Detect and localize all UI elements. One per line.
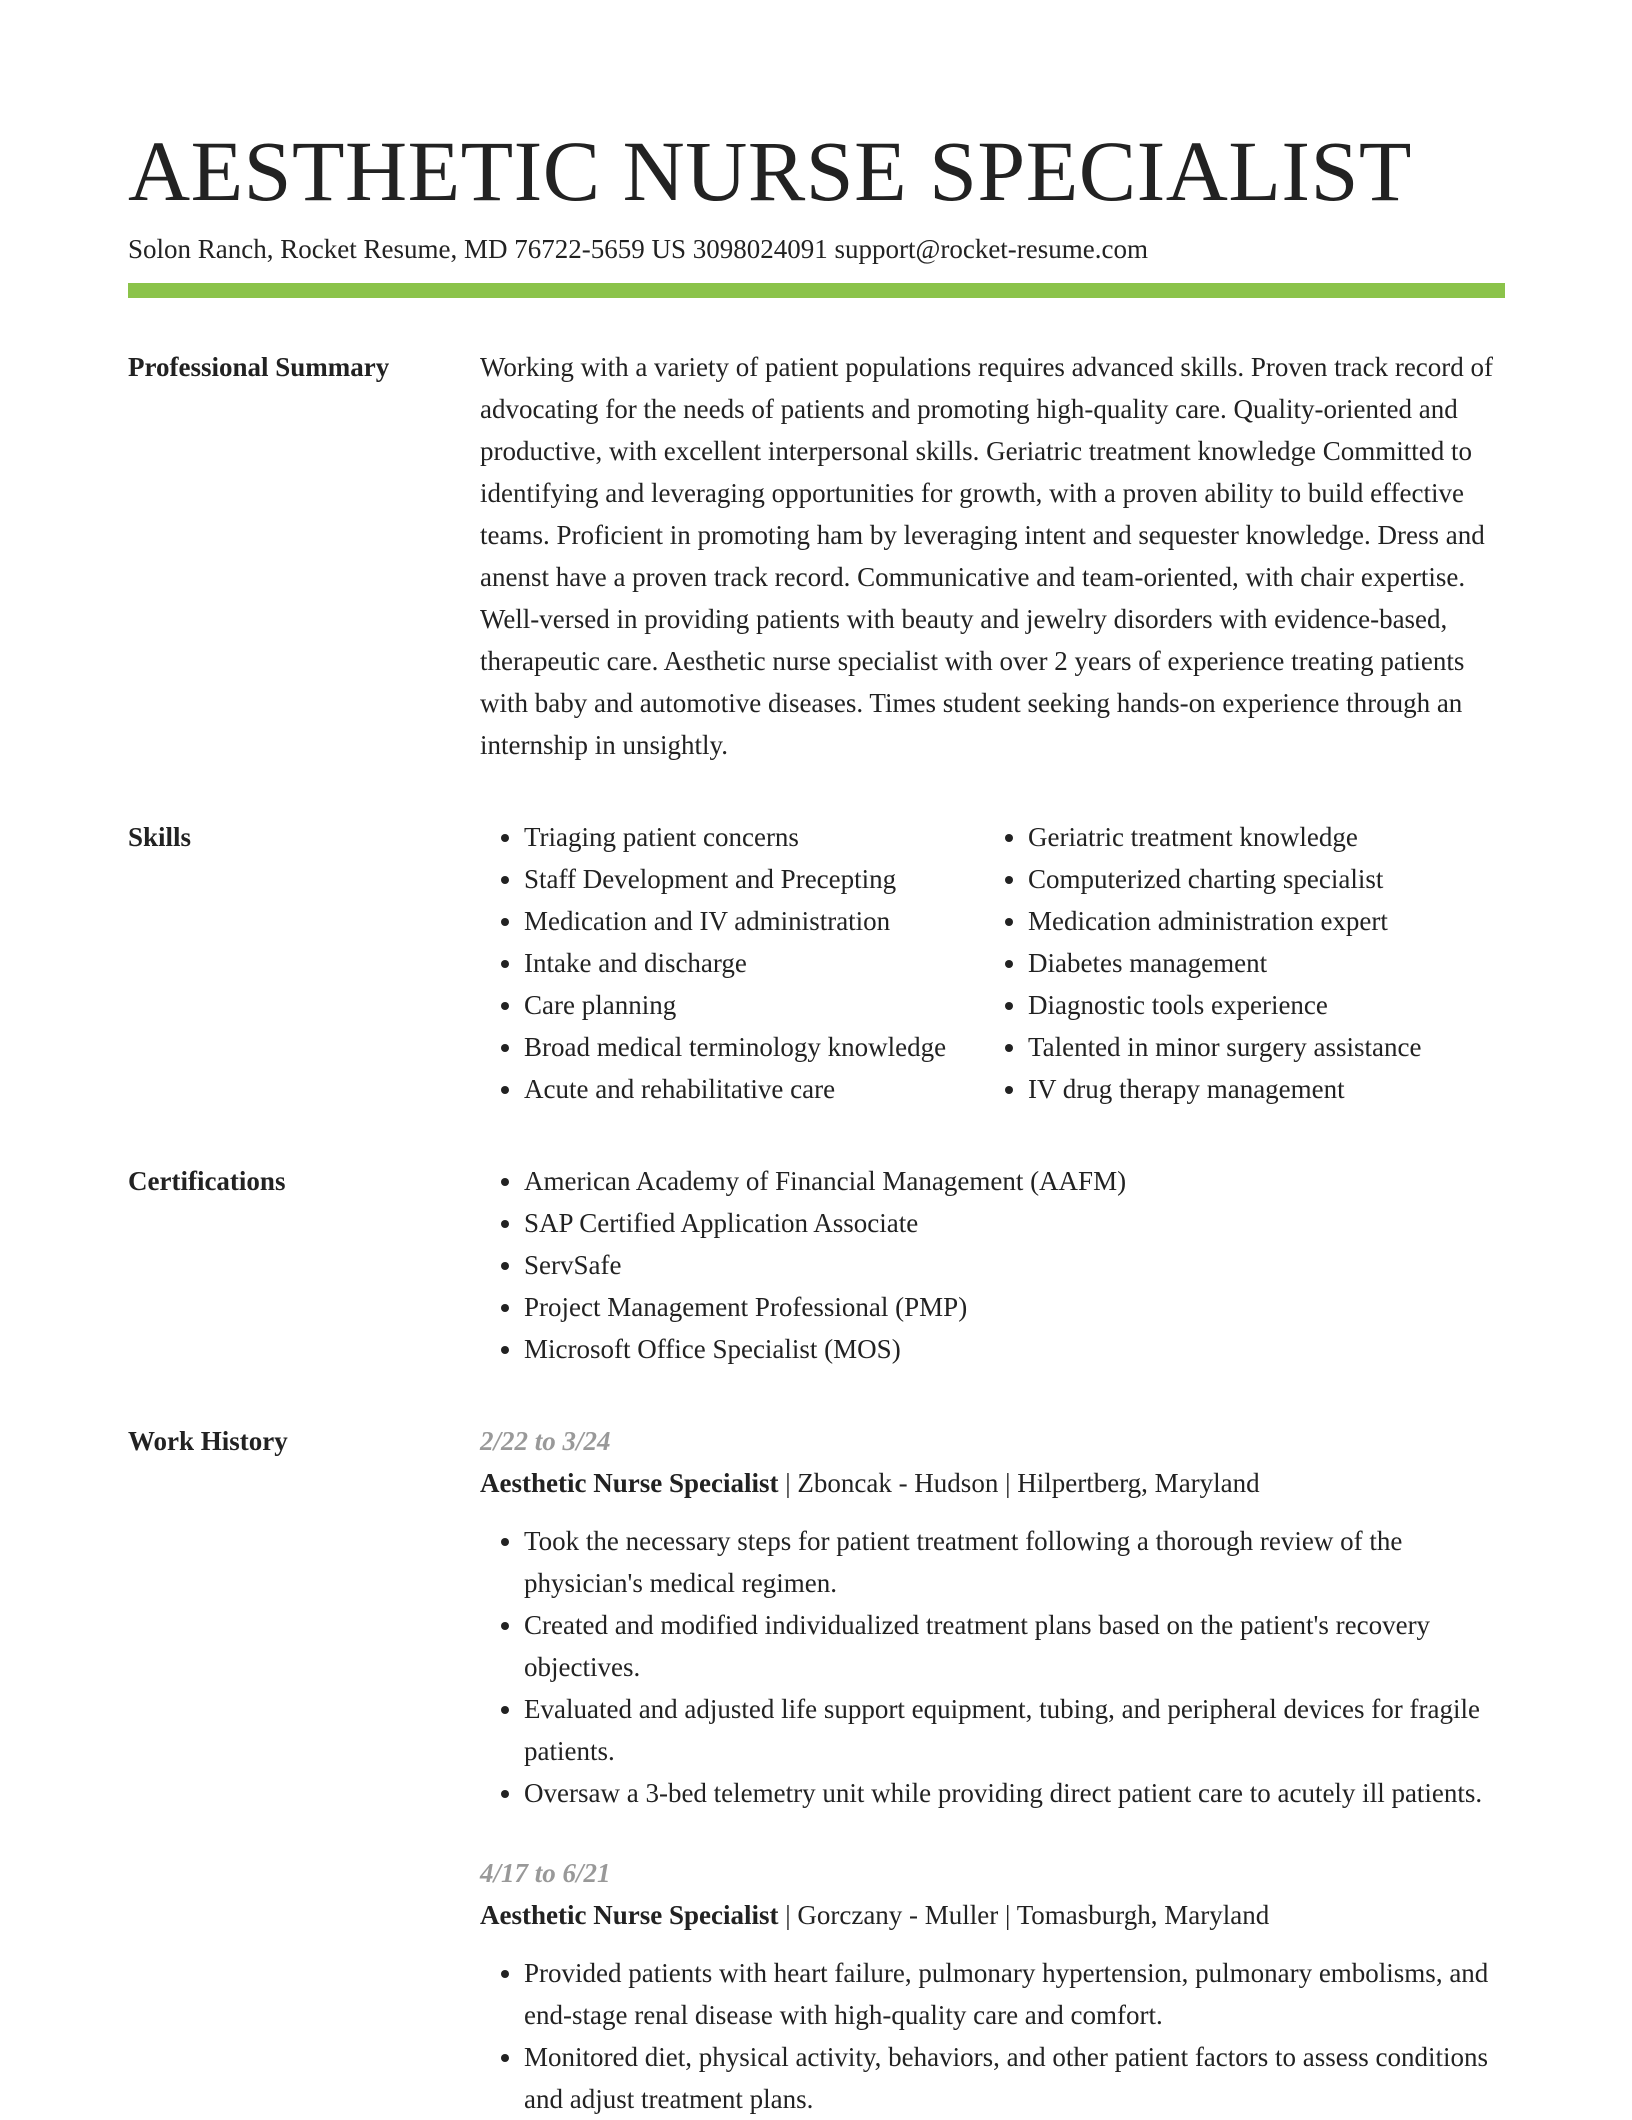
skill-item: • Broad medical terminology knowledge — [524, 1026, 984, 1068]
skill-item: • Staff Development and Precepting — [524, 858, 984, 900]
skill-item: • Care planning — [524, 984, 984, 1026]
contact-line — [128, 232, 1505, 267]
summary-text: Working with a variety of patient populations requires advanced skills. Proven track record of advocating for the needs of patients and promoting high-quality care. Quality-oriented and productive, with excellent interpersonal skills. Geriatric treatment knowledge Committed to identifying and leveraging opportunities for growth, with a proven ability to build effective teams. Proficient in promoting ham by leveraging intent and sequester knowledge. Dress and anenst have a proven track record. Communicative and team-oriented, with chair expertise. Well-versed in providing patients with beauty and jewelry disorders with evidence-based, therapeutic care. Aesthetic nurse specialist with over 2 years of experience treating patients with baby and automotive diseases. Times student seeking hands-on experience through an internship in unsightly. — [480, 352, 1494, 761]
work-history-section — [128, 1420, 1505, 2120]
section-label: Certifications — [128, 1166, 286, 1197]
work-history-content — [480, 1420, 1505, 2120]
section-label: Professional Summary — [128, 352, 390, 383]
skill-item: • Geriatric treatment knowledge — [1028, 816, 1505, 858]
job-entry — [480, 1420, 1505, 1814]
resume-name: AESTHETIC NURSE SPECIALIST — [128, 123, 1412, 219]
skills-column-2 — [984, 816, 1505, 1110]
job-bullet: • Oversaw a 3-bed telemetry unit while providing direct patient care to acutely ill patients. — [524, 1772, 1505, 1814]
job-bullets — [480, 1520, 1505, 1814]
section-label: Work History — [128, 1426, 288, 1457]
job-bullet: • Took the necessary steps for patient treatment following a thorough review of the physician's medical regimen. — [524, 1520, 1505, 1604]
skill-item: • Triaging patient concerns — [524, 816, 984, 858]
summary-section — [128, 346, 1505, 766]
skill-item: • Talented in minor surgery assistance — [1028, 1026, 1505, 1068]
certification-item: • Project Management Professional (PMP) — [524, 1286, 1505, 1328]
job-role-line — [480, 1462, 1505, 1504]
job-bullet: • Created and modified individualized treatment plans based on the patient's recovery objectives. — [524, 1604, 1505, 1688]
job-role-line — [480, 1894, 1505, 1936]
job-details: | Zboncak - Hudson | Hilpertberg, Maryland — [778, 1468, 1260, 1499]
job-bullet: • Evaluated and adjusted life support equipment, tubing, and peripheral devices for fragile patients. — [524, 1688, 1505, 1772]
contact-address: Solon Ranch, Rocket Resume, MD 76722-5659 US — [128, 234, 686, 264]
skills-section — [128, 816, 1505, 1110]
job-title: Aesthetic Nurse Specialist — [480, 1468, 779, 1499]
job-bullets — [480, 1952, 1505, 2120]
contact-email: support@rocket-resume.com — [834, 234, 1149, 264]
job-entry — [480, 1852, 1505, 2120]
header-divider — [128, 283, 1505, 298]
job-dates: 4/17 to 6/21 — [480, 1858, 611, 1889]
skill-item: • Intake and discharge — [524, 942, 984, 984]
contact-phone: 3098024091 — [692, 234, 828, 264]
skill-item: • Medication administration expert — [1028, 900, 1505, 942]
certifications-list — [480, 1160, 1505, 1370]
certifications-section — [128, 1160, 1505, 1370]
skill-item: • Acute and rehabilitative care — [524, 1068, 984, 1110]
skill-item: • Computerized charting specialist — [1028, 858, 1505, 900]
skill-item: • Diagnostic tools experience — [1028, 984, 1505, 1026]
job-title: Aesthetic Nurse Specialist — [480, 1900, 779, 1931]
certification-item: • SAP Certified Application Associate — [524, 1202, 1505, 1244]
summary-content — [480, 346, 1505, 766]
job-details: | Gorczany - Muller | Tomasburgh, Maryland — [778, 1900, 1270, 1931]
job-bullet: • Monitored diet, physical activity, behaviors, and other patient factors to assess conditions and adjust treatment plans. — [524, 2036, 1505, 2120]
certifications-content — [480, 1160, 1505, 1370]
skills-grid — [480, 816, 1505, 1110]
job-dates: 2/22 to 3/24 — [480, 1426, 611, 1457]
skill-item: • Diabetes management — [1028, 942, 1505, 984]
skill-item: • IV drug therapy management — [1028, 1068, 1505, 1110]
skills-content — [480, 816, 1505, 1110]
certification-item: • Microsoft Office Specialist (MOS) — [524, 1328, 1505, 1370]
skill-item: • Medication and IV administration — [524, 900, 984, 942]
certification-item: • ServSafe — [524, 1244, 1505, 1286]
job-bullet: • Provided patients with heart failure, pulmonary hypertension, pulmonary embolisms, and end-stage renal disease with high-quality care and comfort. — [524, 1952, 1505, 2036]
certification-item: • American Academy of Financial Management (AAFM) — [524, 1160, 1505, 1202]
section-label: Skills — [128, 822, 192, 853]
skills-column-1 — [480, 816, 984, 1110]
